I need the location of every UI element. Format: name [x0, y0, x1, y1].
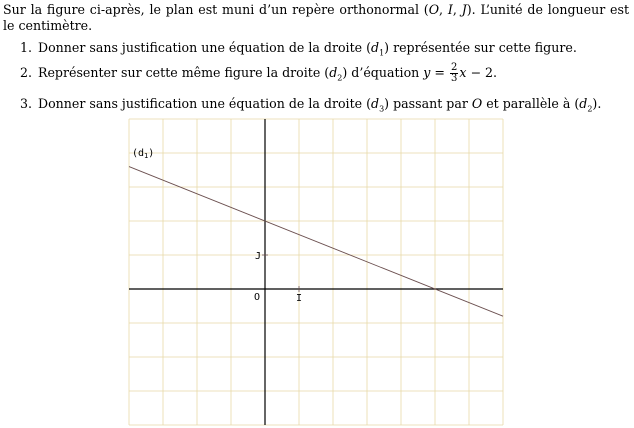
line-index: 2 [587, 104, 593, 114]
line-d1-label-close: ) [148, 148, 155, 159]
line-d1-label-sub: 1 [144, 152, 149, 160]
question-text-mid2: et parallèle à ( [482, 96, 580, 111]
j-label: J [255, 251, 262, 262]
question-text-mid: ) passant par [384, 96, 472, 111]
line-name: d [371, 96, 380, 111]
line-index: 2 [337, 73, 343, 83]
grid [129, 119, 503, 425]
question-text-end: ). [592, 96, 602, 111]
equation-y: y [423, 65, 431, 80]
question-text-end: ) représentée sur cette figure. [384, 40, 577, 55]
question-text-mid: ) d’équation [342, 65, 424, 80]
question-text: Représenter sur cette même figure la droite ( [38, 65, 330, 80]
line-name: d [579, 96, 588, 111]
line-name: d [329, 65, 338, 80]
equation-tail: − 2. [466, 65, 498, 80]
question-number: 2. [20, 65, 33, 80]
origin-name: O [471, 96, 483, 111]
question-text: Donner sans justification une équation de la droite ( [38, 40, 372, 55]
i-label: I [296, 293, 303, 304]
intro-text-end: ). L’unité de longueur est le centimètre. [3, 2, 629, 33]
equation-equals: = [430, 65, 449, 80]
line-name: d [371, 40, 380, 55]
intro-text: Sur la figure ci-après, le plan est muni d’un repère orthonormal ( [3, 2, 429, 17]
line-d1-label [132, 148, 154, 160]
intro-j: J [461, 2, 467, 17]
intro-sep: , [452, 2, 462, 17]
intro-i: I [447, 2, 453, 17]
equation-x: x [459, 65, 467, 80]
line-d1 [129, 167, 503, 317]
question-text: Donner sans justification une équation de la droite ( [38, 96, 372, 111]
origin-label: O [254, 292, 261, 303]
line-d1-label-open: (d [132, 148, 145, 159]
question-number: 1. [20, 40, 33, 55]
question-number: 3. [20, 96, 33, 111]
intro-sep: , [439, 2, 448, 17]
fraction-denominator: 3 [450, 73, 458, 84]
intro-origin: O [428, 2, 440, 17]
fraction-numerator: 2 [450, 62, 458, 73]
line-index: 1 [379, 48, 385, 58]
line-index: 3 [379, 104, 385, 114]
